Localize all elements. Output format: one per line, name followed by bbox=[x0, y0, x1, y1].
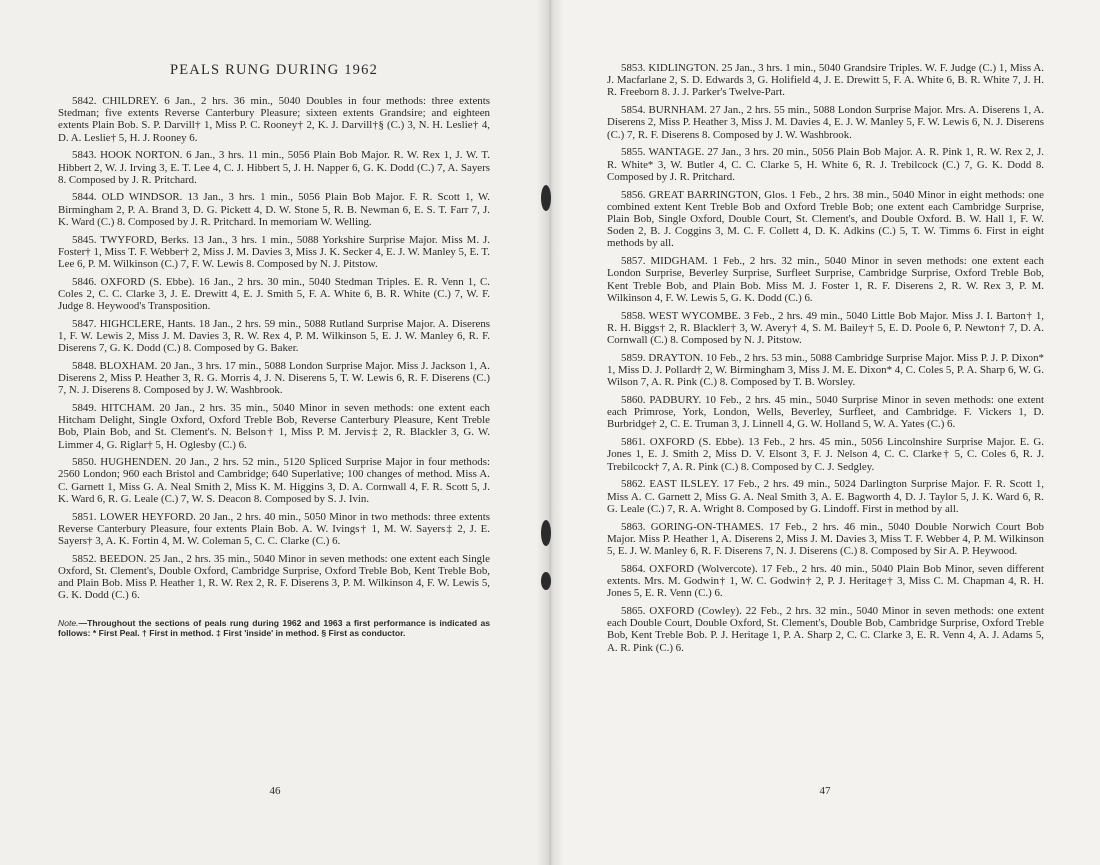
peal-entry: 5849. HITCHAM. 20 Jan., 2 hrs. 35 min., 5040 Minor in seven methods: one extent each Hitcham Delight, Single Oxford, Oxford Treble Bob, Reverse Canterbury Pleasure, Kent Treble Bob, Plain Bob, and St. Clement's. N. Belson† 1, Miss P. M. Jervis‡ 2, R. Blackler 3, G. W. Limmer 4, G. Riglar† 5, H. Oglesby (C.) 6. bbox=[58, 401, 490, 451]
peal-entry: 5845. TWYFORD, Berks. 13 Jan., 3 hrs. 1 min., 5088 Yorkshire Surprise Major. Miss M. J. Foster† 1, Miss T. F. Webber† 2, Miss J. M. Davies 3, Miss J. K. Secker 4, E. J. W. Manley 5, E. T. Lee 6, P. M. Wilkinson (C.) 7, F. W. Lewis 8. Composed by N. J. Pitstow. bbox=[58, 233, 490, 270]
peal-entry: 5852. BEEDON. 25 Jan., 2 hrs. 35 min., 5040 Minor in seven methods: one extent each Single Oxford, St. Clement's, Double Oxford, Cambridge Surprise, Oxford Treble Bob, Kent Treble Bob, and Plain Bob. Miss P. Heather 1, R. W. Rex 2, R. F. Diserens 3, P. M. Wilkinson 4, F. W. Lewis 5, G. K. Dodd (C.) 6. bbox=[58, 552, 490, 602]
peal-entry: 5856. GREAT BARRINGTON, Glos. 1 Feb., 2 hrs. 38 min., 5040 Minor in eight methods: one combined extent Kent Treble Bob and Oxford Treble Bob; one extent each Cambridge Surprise, Plain Bob, Single Oxford, Double Court, St. Clement's, and Double Oxford. B. W. Hall 1, F. W. Soden 2, B. J. Coggins 3, M. C. F. Collett 4, D. K. Adkins (C.) 5, T. W. Timms 6. First in eight methods by all. bbox=[607, 188, 1044, 250]
peal-entry: 5865. OXFORD (Cowley). 22 Feb., 2 hrs. 32 min., 5040 Minor in seven methods: one extent each Double Court, Double Oxford, St. Clement's, Double Bob, Cambridge Surprise, Oxford Treble Bob, Kent Treble Bob. P. J. Heritage 1, P. A. Sharp 2, C. C. Clarke 3, E. R. Venn 4, A. J. Adams 5, A. R. Pink (C.) 6. bbox=[607, 605, 1044, 654]
peal-entry: 5842. CHILDREY. 6 Jan., 2 hrs. 36 min., 5040 Doubles in four methods: three extents Stedman; five extents Reverse Canterbury Pleasure; sixteen extents Grandsire; and eighteen extents Plain Bob. S. P. Darvill† 1, Miss P. C. Rooney† 2, K. J. Darvill†§ (C.) 3, N. H. Leslie† 4, D. A. Leslie† 5, H. J. Rooney 6. bbox=[58, 95, 490, 144]
peal-entry: 5847. HIGHCLERE, Hants. 18 Jan., 2 hrs. 59 min., 5088 Rutland Surprise Major. A. Diserens 1, F. W. Lewis 2, Miss J. M. Davies 3, R. W. Rex 4, P. M. Wilkinson 5, E. J. W. Manley 6, R. F. Diserens 7, G. K. Dodd (C.) 8. Composed by G. Baker. bbox=[58, 317, 490, 355]
left-page-number: 46 bbox=[269, 785, 281, 797]
peal-entry: 5844. OLD WINDSOR. 13 Jan., 3 hrs. 1 min., 5056 Plain Bob Major. F. R. Scott 1, W. Birmingham 2, P. A. Brand 3, D. G. Pickett 4, D. W. Stone 5, R. B. Newman 6, E. S. T. Farr 7, J. K. Ward (C.) 8. Composed by J. R. Pritchard. In memoriam W. Welling. bbox=[58, 191, 490, 228]
right-entries bbox=[607, 62, 1044, 654]
right-page bbox=[550, 0, 1100, 865]
peal-entry: 5854. BURNHAM. 27 Jan., 2 hrs. 55 min., 5088 London Surprise Major. Mrs. A. Diserens 1, A. Diserens 2, Miss P. Heather 3, Miss J. M. Davies 4, E. J. W. Manley 5, F. W. Lewis 6, N. J. Diserens (C.) 7, R. F. Diserens 8. Composed by J. W. Washbrook. bbox=[607, 104, 1044, 141]
binding-hole-middle bbox=[541, 520, 551, 546]
footnote-text: —Throughout the sections of peals rung during 1962 and 1963 a first performance is indicated as follows: * First Peal. † First in method. ‡ First 'inside' in method. § First as conductor. bbox=[58, 617, 490, 638]
peal-entry: 5855. WANTAGE. 27 Jan., 3 hrs. 20 min., 5056 Plain Bob Major. A. R. Pink 1, R. W. Rex 2, J. R. White* 3, W. Butler 4, C. C. Clarke 5, H. White 6, R. J. Trebilcock (C.) 7, G. K. Dodd 8. Composed by J. R. Pritchard. bbox=[607, 146, 1044, 183]
peal-entry: 5858. WEST WYCOMBE. 3 Feb., 2 hrs. 49 min., 5040 Little Bob Major. Miss J. I. Barton† 1, R. H. Biggs† 2, R. Blackler† 3, W. Avery† 4, S. M. Bailey† 5, E. D. Poole 6, P. Newton† 7, D. A. Cornwall (C.) 8. Composed by N. J. Pitstow. bbox=[607, 309, 1044, 347]
peal-entry: 5853. KIDLINGTON. 25 Jan., 3 hrs. 1 min., 5040 Grandsire Triples. W. F. Judge (C.) 1, Miss A. J. Macfarlane 2, S. D. Edwards 3, G. Holifield 4, J. E. Drewitt 5, F. A. White 6, B. R. White 7, J. H. R. Freeborn 8. J. J. Parker's Twelve-Part. bbox=[607, 62, 1044, 99]
binding-gutter bbox=[536, 0, 564, 865]
left-entries bbox=[58, 95, 490, 602]
peal-entry: 5848. BLOXHAM. 20 Jan., 3 hrs. 17 min., 5088 London Surprise Major. Miss J. Jackson 1, A. Diserens 2, Miss P. Heather 3, R. G. Morris 4, J. N. Diserens 5, T. W. Lewis 6, R. F. Diserens (C.) 7, N. J. Diserens 8. Composed by J. W. Washbrook. bbox=[58, 359, 490, 397]
footnote bbox=[58, 618, 490, 638]
peal-entry: 5864. OXFORD (Wolvercote). 17 Feb., 2 hrs. 40 min., 5040 Plain Bob Minor, seven different extents. Mrs. M. Godwin† 1, W. C. Godwin† 2, P. J. Heritage† 3, Miss C. M. Chapman 4, R. H. Jones 5, E. R. Venn (C.) 6. bbox=[607, 562, 1044, 600]
peal-entry: 5850. HUGHENDEN. 20 Jan., 2 hrs. 52 min., 5120 Spliced Surprise Major in four methods: 2560 London; 960 each Bristol and Cambridge; 640 Superlative; 100 changes of method. Miss A. C. Garnett 1, Miss G. A. Neal Smith 2, Miss K. M. Higgins 3, D. A. Cornwall 4, F. R. Scott 5, J. K. Ward 6, R. G. Leale (C.) 7, W. S. Deacon 8. Composed by S. J. Ivin. bbox=[58, 456, 490, 505]
peal-entry: 5859. DRAYTON. 10 Feb., 2 hrs. 53 min., 5088 Cambridge Surprise Major. Miss P. J. P. Dixon* 1, Miss D. J. Pollard† 2, W. Birmingham 3, Miss J. M. E. Dixon* 4, C. Coles 5, P. A. Sharp 6, W. G. Wilson 7, A. R. Pink (C.) 8. Composed by T. B. Worsley. bbox=[607, 351, 1044, 389]
peal-entry: 5860. PADBURY. 10 Feb., 2 hrs. 45 min., 5040 Surprise Minor in seven methods: one extent each Primrose, York, London, Wells, Beverley, Surfleet, and Cambridge. F. Vickers 1, D. Burbridge† 2, C. E. Truman 3, J. Linnell 4, G. W. Holland 5, W. A. Yates (C.) 6. bbox=[607, 394, 1044, 431]
peal-entry: 5862. EAST ILSLEY. 17 Feb., 2 hrs. 49 min., 5024 Darlington Surprise Major. F. R. Scott 1, Miss A. C. Garnett 2, Miss G. A. Neal Smith 3, A. E. Bagworth 4, D. J. Taylor 5, J. K. Ward 6, R. G. Leale (C.) 7, R. A. Wright 8. Composed by G. Lindoff. First in method by all. bbox=[607, 478, 1044, 515]
binding-hole-lower bbox=[541, 572, 551, 590]
footnote-label: Note. bbox=[58, 617, 79, 628]
peal-entry: 5843. HOOK NORTON. 6 Jan., 3 hrs. 11 min., 5056 Plain Bob Major. R. W. Rex 1, J. W. T. Hibbert 2, W. J. Irving 3, E. T. Lee 4, C. J. Hibbert 5, J. H. Napper 6, G. K. Dodd (C.) 7, A. Sayers 8. Composed by J. R. Pritchard. bbox=[58, 149, 490, 186]
peal-entry: 5846. OXFORD (S. Ebbe). 16 Jan., 2 hrs. 30 min., 5040 Stedman Triples. E. R. Venn 1, C. Coles 2, C. C. Clarke 3, J. E. Drewitt 4, E. J. Smith 5, F. A. White 6, B. R. White (C.) 7, W. F. Judge 8. Heywood's Transposition. bbox=[58, 275, 490, 313]
binding-hole-top bbox=[541, 185, 551, 211]
right-page-number: 47 bbox=[819, 785, 831, 797]
page-heading: PEALS RUNG DURING 1962 bbox=[169, 62, 379, 78]
peal-entry: 5851. LOWER HEYFORD. 20 Jan., 2 hrs. 40 min., 5050 Minor in two methods: three extents Reverse Canterbury Pleasure, four extents Plain Bob. A. W. Ivings† 1, M. W. Sayers‡ 2, J. E. Sayers† 3, A. K. Fortin 4, M. W. Coleman 5, C. C. Clarke (C.) 6. bbox=[58, 510, 490, 547]
peal-entry: 5861. OXFORD (S. Ebbe). 13 Feb., 2 hrs. 45 min., 5056 Lincolnshire Surprise Major. E. G. Jones 1, E. J. Smith 2, Miss D. V. Elsont 3, F. J. Nelson 4, C. C. Clarke† 5, C. Coles 6, R. J. Trebilcock† 7, A. R. Pink (C.) 8. Composed by C. J. Sedgley. bbox=[607, 436, 1044, 473]
peal-entry: 5857. MIDGHAM. 1 Feb., 2 hrs. 32 min., 5040 Minor in seven methods: one extent each London Surprise, Beverley Surprise, Surfleet Surprise, Cambridge Surprise, Oxford Treble Bob, Kent Treble Bob, and Plain Bob. Miss M. J. Foster 1, R. F. Diserens 2, R. W. Rex 3, P. M. Wilkinson 4, F. W. Lewis 5, G. K. Dodd (C.) 6. bbox=[607, 255, 1044, 304]
peal-entry: 5863. GORING-ON-THAMES. 17 Feb., 2 hrs. 46 min., 5040 Double Norwich Court Bob Major. Miss P. Heather 1, A. Diserens 2, Miss J. M. Davies 3, Miss T. F. Webber 4, P. M. Wilkinson 5, E. J. W. Manley 6, R. F. Diserens 7, N. J. Diserens (C.) 8. Composed by Sir A. P. Heywood. bbox=[607, 520, 1044, 558]
